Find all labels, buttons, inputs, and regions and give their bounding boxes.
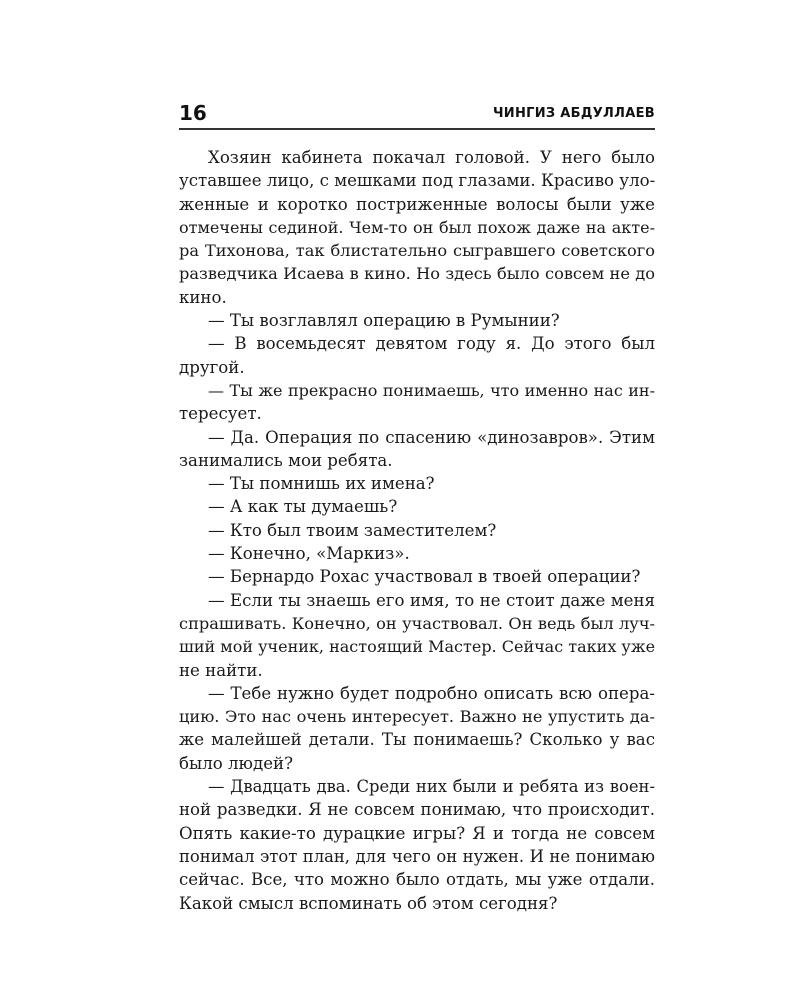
text-line: — Бернардо Рохас участвовал в твоей операции? bbox=[208, 567, 641, 587]
header-rule bbox=[179, 128, 655, 130]
text-line: кино. bbox=[179, 287, 227, 307]
text-line: Какой смысл вспоминать об этом сегодня? bbox=[179, 893, 558, 913]
text-line: — Двадцать два. Среди них были и ребята из воен- bbox=[208, 777, 655, 797]
text-line: — Ты помнишь их имена? bbox=[208, 474, 435, 494]
text-line: было людей? bbox=[179, 753, 293, 773]
body-text bbox=[179, 146, 655, 915]
text-line: же малейшей детали. Ты понимаешь? Сколько у вас bbox=[179, 730, 655, 750]
text-line: ший мой ученик, настоящий Мастер. Сейчас таких уже bbox=[179, 637, 656, 657]
text-line: понимал этот план, для чего он нужен. И не понимаю bbox=[179, 846, 655, 866]
text-line: сейчас. Все, что можно было отдать, мы уже отдали. bbox=[179, 870, 655, 890]
page-header bbox=[179, 100, 655, 130]
text-line: разведчика Исаева в кино. Но здесь было совсем не до bbox=[179, 264, 655, 284]
text-line: ной разведки. Я не совсем понимаю, что происходит. bbox=[179, 800, 655, 820]
text-line: не найти. bbox=[179, 660, 263, 680]
text-line: — Тебе нужно будет подробно описать всю опера- bbox=[208, 683, 655, 703]
text-line: — Кто был твоим заместителем? bbox=[208, 520, 497, 540]
text-line: женные и коротко постриженные волосы были уже bbox=[179, 194, 655, 214]
text-line: — В восемьдесят девятом году я. До этого был bbox=[208, 334, 655, 354]
running-head-author: ЧИНГИЗ АБДУЛЛАЕВ bbox=[492, 106, 655, 121]
page-number: 16 bbox=[179, 101, 207, 125]
text-line: — Ты возглавлял операцию в Румынии? bbox=[208, 311, 560, 331]
text-line: — Да. Операция по спасению «динозавров». Этим bbox=[208, 427, 655, 447]
text-line: цию. Это нас очень интересует. Важно не упустить да- bbox=[179, 707, 655, 727]
text-line: Опять какие-то дурацкие игры? Я и тогда не совсем bbox=[179, 823, 655, 843]
text-line: ра Тихонова, так блистательно сыгравшего советского bbox=[179, 241, 655, 261]
text-line: — Ты же прекрасно понимаешь, что именно нас ин- bbox=[208, 380, 655, 400]
text-line: — Если ты знаешь его имя, то не стоит даже меня bbox=[208, 590, 655, 610]
text-line: занимались мои ребята. bbox=[179, 450, 393, 470]
text-line: уставшее лицо, с мешками под глазами. Красиво уло- bbox=[179, 171, 656, 191]
text-line: — Конечно, «Маркиз». bbox=[208, 544, 410, 564]
text-line: спрашивать. Конечно, он участвовал. Он ведь был луч- bbox=[179, 613, 655, 633]
text-line: другой. bbox=[179, 357, 245, 377]
text-line: Хозяин кабинета покачал головой. У него было bbox=[208, 148, 655, 167]
text-line: отмечены сединой. Чем-то он был похож даже на акте- bbox=[179, 217, 655, 237]
text-line: — А как ты думаешь? bbox=[208, 497, 398, 517]
text-line: тересует. bbox=[179, 404, 262, 424]
